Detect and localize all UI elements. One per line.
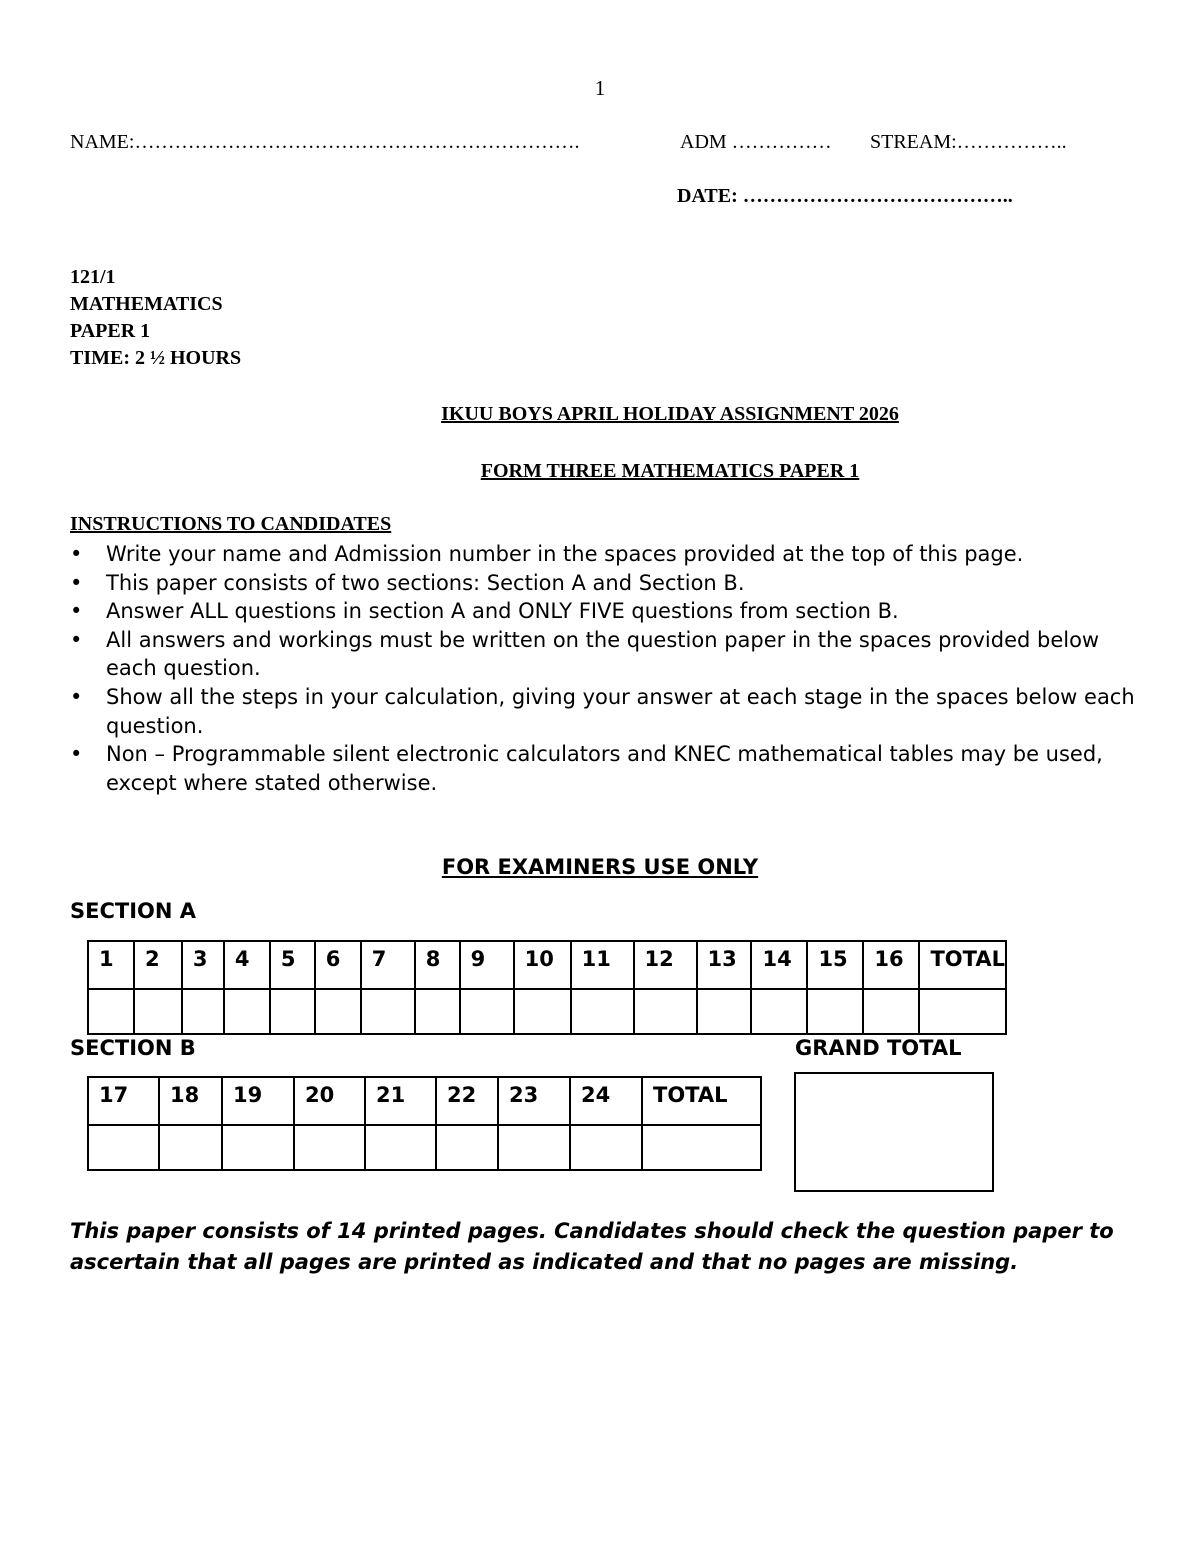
- score-cell[interactable]: [863, 989, 919, 1034]
- score-cell[interactable]: [460, 989, 514, 1034]
- score-column-header: TOTAL: [919, 941, 1006, 989]
- score-cell[interactable]: [159, 1125, 222, 1170]
- score-cell[interactable]: [361, 989, 415, 1034]
- score-cell[interactable]: [697, 989, 752, 1034]
- score-cell[interactable]: [514, 989, 571, 1034]
- instruction-item: • This paper consists of two sections: Section A and Section B.: [70, 569, 1140, 598]
- instruction-item: • Non – Programmable silent electronic calculators and KNEC mathematical tables may be used, except where stated otherwise.: [70, 742, 1103, 795]
- score-cell[interactable]: [570, 1125, 642, 1170]
- paper-code: 121/1: [70, 266, 116, 288]
- date-field-line: DATE: …………………………………..: [677, 185, 1013, 207]
- score-cell[interactable]: [436, 1125, 498, 1170]
- score-column-header: 18: [159, 1077, 222, 1125]
- subject-name: MATHEMATICS: [70, 293, 223, 315]
- bullet-icon: •: [70, 542, 83, 566]
- grand-total-label: GRAND TOTAL: [795, 1036, 962, 1060]
- assignment-title: IKUU BOYS APRIL HOLIDAY ASSIGNMENT 2026: [441, 403, 899, 425]
- bullet-icon: •: [70, 627, 83, 652]
- printed-pages-note: This paper consists of 14 printed pages. Candidates should check the question paper to ascertain that all pages are printed as indicated and that no pages are missing.: [70, 1219, 1114, 1274]
- section-a-score-table: [87, 940, 1007, 1035]
- paper-time: TIME: 2 ½ HOURS: [70, 347, 242, 369]
- score-column-header: 10: [514, 941, 571, 989]
- score-column-header: 17: [88, 1077, 159, 1125]
- section-a-header-row: [88, 941, 1006, 989]
- section-b-label: SECTION B: [70, 1036, 196, 1060]
- score-column-header: 5: [270, 941, 315, 989]
- score-column-header: 14: [751, 941, 807, 989]
- score-cell[interactable]: [134, 989, 182, 1034]
- score-cell[interactable]: [88, 989, 134, 1034]
- score-column-header: 9: [460, 941, 514, 989]
- score-column-header: 19: [222, 1077, 294, 1125]
- paper-number: PAPER 1: [70, 320, 151, 342]
- score-cell[interactable]: [222, 1125, 294, 1170]
- section-a-label: SECTION A: [70, 899, 197, 923]
- section-b-score-table: [87, 1076, 762, 1171]
- score-column-header: 11: [571, 941, 634, 989]
- bullet-icon: •: [70, 742, 83, 767]
- score-column-header: 13: [697, 941, 752, 989]
- score-column-header: 21: [365, 1077, 436, 1125]
- section-a-score-row: [88, 989, 1006, 1034]
- instruction-item: • Answer ALL questions in section A and ONLY FIVE questions from section B.: [70, 597, 1140, 626]
- bullet-icon: •: [70, 599, 83, 624]
- score-cell[interactable]: [751, 989, 807, 1034]
- score-column-header: 1: [88, 941, 134, 989]
- page-number: 1: [594, 76, 606, 100]
- name-field-line: NAME:………………………………………………………….: [70, 131, 580, 153]
- adm-field-line: ADM ……………: [680, 131, 832, 153]
- score-column-header: 15: [807, 941, 863, 989]
- instruction-item: • All answers and workings must be written on the question paper in the spaces provided below each question.: [70, 627, 1100, 681]
- score-cell[interactable]: [919, 989, 1006, 1034]
- score-cell[interactable]: [182, 989, 224, 1034]
- score-column-header: 8: [415, 941, 460, 989]
- score-column-header: 20: [294, 1077, 365, 1125]
- score-cell[interactable]: [365, 1125, 436, 1170]
- score-column-header: TOTAL: [642, 1077, 761, 1125]
- examiners-heading: FOR EXAMINERS USE ONLY: [441, 855, 759, 879]
- instruction-item: • Write your name and Admission number in the spaces provided at the top of this page.: [70, 540, 1140, 569]
- score-cell[interactable]: [642, 1125, 761, 1170]
- score-column-header: 23: [498, 1077, 570, 1125]
- score-column-header: 7: [361, 941, 415, 989]
- score-column-header: 3: [182, 941, 224, 989]
- score-cell[interactable]: [88, 1125, 159, 1170]
- instruction-item: • Show all the steps in your calculation, giving your answer at each stage in the spaces below each question.: [70, 684, 1135, 738]
- bullet-icon: •: [70, 570, 83, 595]
- score-column-header: 4: [224, 941, 270, 989]
- score-cell[interactable]: [294, 1125, 365, 1170]
- form-paper-title: FORM THREE MATHEMATICS PAPER 1: [480, 460, 860, 482]
- bullet-icon: •: [70, 684, 83, 709]
- score-cell[interactable]: [807, 989, 863, 1034]
- section-b-score-row: [88, 1125, 761, 1170]
- instructions-heading: INSTRUCTIONS TO CANDIDATES: [70, 513, 392, 535]
- score-column-header: 22: [436, 1077, 498, 1125]
- stream-field-line: STREAM:……………..: [870, 131, 1067, 153]
- score-column-header: 6: [315, 941, 361, 989]
- score-cell[interactable]: [270, 989, 315, 1034]
- score-column-header: 2: [134, 941, 182, 989]
- score-cell[interactable]: [224, 989, 270, 1034]
- score-cell[interactable]: [315, 989, 361, 1034]
- score-column-header: 16: [863, 941, 919, 989]
- section-b-header-row: [88, 1077, 761, 1125]
- score-column-header: 24: [570, 1077, 642, 1125]
- grand-total-box[interactable]: [794, 1072, 994, 1192]
- score-cell[interactable]: [571, 989, 634, 1034]
- score-column-header: 12: [634, 941, 697, 989]
- score-cell[interactable]: [634, 989, 697, 1034]
- score-cell[interactable]: [498, 1125, 570, 1170]
- score-cell[interactable]: [415, 989, 460, 1034]
- instructions-list: [70, 540, 1140, 797]
